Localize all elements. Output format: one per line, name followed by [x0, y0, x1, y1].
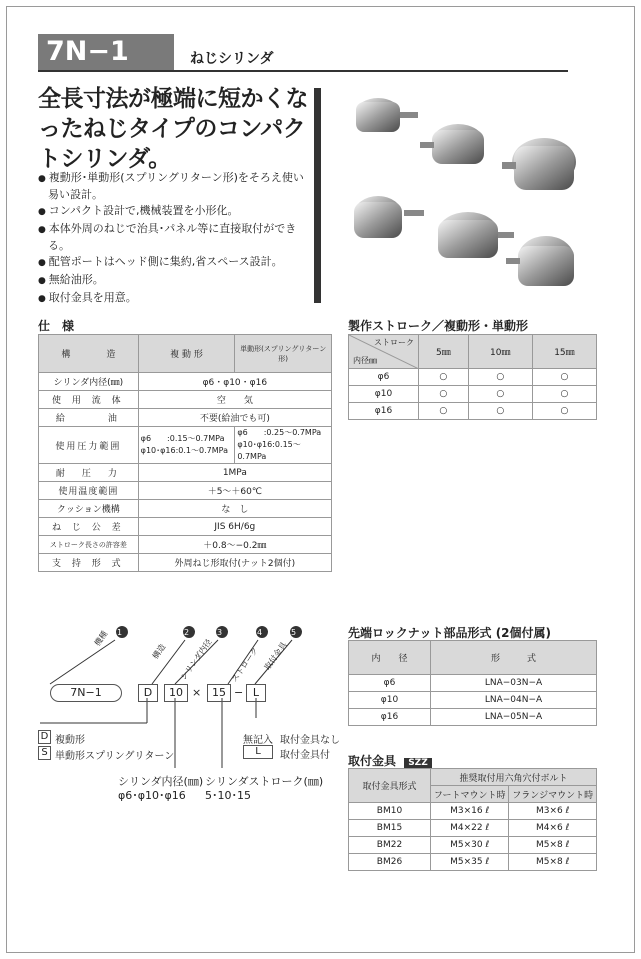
- feature-item: ● 無給油形。: [38, 272, 313, 289]
- bore-code-box: 10: [164, 684, 188, 702]
- mount-header-bolt: 推奨取付用六角穴付ボルト: [431, 769, 597, 786]
- table-row: BM10 M3×16 ℓ M3×6 ℓ: [349, 803, 597, 820]
- stroke-title: 製作ストローク／複動形・単動形: [348, 317, 597, 336]
- spec-header-single: 単動形(スプリングリターン形): [235, 335, 332, 373]
- code-label: 構造: [150, 642, 168, 661]
- type-option-code: D: [38, 730, 51, 744]
- product-photo: [330, 82, 590, 302]
- type-code-box: D: [138, 684, 158, 702]
- table-row: 給 油 不要(給油でも可): [39, 409, 332, 427]
- model-title: 7N−1: [38, 34, 174, 70]
- type-option-text: 複動形: [55, 735, 85, 746]
- model-code-box: 7N−1: [50, 684, 122, 702]
- step-num: 2: [184, 628, 190, 637]
- nut-header-model: 形 式: [431, 641, 597, 675]
- feature-item: ● 取付金具を用意。: [38, 290, 313, 307]
- feature-item: ● 本体外周のねじで治具･パネル等に直接取付ができる。: [38, 221, 313, 253]
- title-rule: [38, 70, 568, 72]
- mount-badge: SZZ: [404, 758, 432, 768]
- stroke-note-values: 5･10･15: [205, 789, 251, 802]
- stroke-col-header: 15㎜: [532, 335, 596, 369]
- bracket-code-box: L: [246, 684, 266, 702]
- table-row: BM15 M4×22 ℓ M4×6 ℓ: [349, 820, 597, 837]
- stroke-corner: ストローク 内径㎜: [349, 335, 419, 369]
- step-num: 5: [291, 628, 297, 637]
- table-row: 使 用 流 体 空 気: [39, 391, 332, 409]
- type-option-code: S: [38, 746, 51, 760]
- step-num: 1: [117, 628, 123, 637]
- table-row: 支 持 形 式 外周ねじ形取付(ナット2個付): [39, 554, 332, 572]
- stroke-code-box: 15: [207, 684, 231, 702]
- mount-header-model: 取付金具形式: [349, 769, 431, 803]
- bracket-none-text: 取付金具なし: [280, 735, 340, 746]
- times-sign: ×: [192, 686, 202, 699]
- table-row: φ6 ○ ○ ○: [349, 369, 597, 386]
- spec-table: [38, 334, 332, 572]
- bracket-yes-code: L: [243, 745, 273, 759]
- stroke-note-title: シリンダストローク(㎜): [205, 775, 324, 788]
- mount-title: 取付金具 SZZ: [348, 752, 597, 769]
- step-badges: [116, 626, 302, 638]
- bracket-yes-text: 取付金具付: [280, 750, 330, 761]
- step-num: 4: [257, 628, 263, 637]
- code-label: 機種: [92, 629, 110, 648]
- bore-note-values: φ6･φ10･φ16: [118, 789, 186, 802]
- stroke-col-header: 10㎜: [468, 335, 532, 369]
- nut-table: [348, 640, 597, 726]
- vertical-bar: [314, 88, 321, 303]
- spec-title: 仕 様: [38, 317, 332, 336]
- dash-sign: −: [234, 686, 244, 699]
- type-option-text: 単動形スプリングリターン: [55, 751, 175, 762]
- table-row: 使用圧力範囲 φ6 :0.15～0.7MPa φ10･φ16:0.1～0.7MPa φ6 :0.25～0.7MPa φ10･φ16:0.15～0.7MPa: [39, 427, 332, 464]
- feature-list: [38, 170, 313, 308]
- nut-header-bore: 内 径: [349, 641, 431, 675]
- table-row: φ10 LNA−04N−A: [349, 692, 597, 709]
- code-label: シリンダ内径: [178, 637, 214, 682]
- table-row: シリンダ内径(㎜) φ6・φ10・φ16: [39, 373, 332, 391]
- table-row: φ10 ○ ○ ○: [349, 386, 597, 403]
- bracket-none-code: 無記入: [243, 735, 273, 746]
- table-row: 耐 圧 力 1MPa: [39, 464, 332, 482]
- model-subtitle: ねじシリンダ: [190, 51, 274, 67]
- table-row: クッション機構 な し: [39, 500, 332, 518]
- table-row: 使用温度範囲 ＋5～＋60℃: [39, 482, 332, 500]
- table-row: ね じ 公 差 JIS 6H/6g: [39, 518, 332, 536]
- feature-item: ● 複動形･単動形(スプリングリターン形)をそろえ使い易い設計。: [38, 170, 313, 202]
- table-row: φ16 LNA−05N−A: [349, 709, 597, 726]
- stroke-col-header: 5㎜: [419, 335, 469, 369]
- table-row: ストローク長さの許容差 ＋0.8～−0.2㎜: [39, 536, 332, 554]
- stroke-table: [348, 334, 597, 420]
- feature-item: ● 配管ポートはヘッド側に集約,省スペース設計。: [38, 254, 313, 271]
- code-label: 取付金具: [262, 640, 289, 672]
- cylinder-image: [354, 98, 576, 286]
- table-row: φ6 LNA−03N−A: [349, 675, 597, 692]
- code-label: ストローク: [229, 645, 261, 684]
- mount-table: [348, 768, 597, 871]
- bore-note-title: シリンダ内径(㎜): [118, 775, 204, 788]
- spec-header-item: 構 造: [39, 335, 139, 373]
- table-row: BM22 M5×30 ℓ M5×8 ℓ: [349, 837, 597, 854]
- mount-header-flange: フランジマウント時: [509, 786, 597, 803]
- step-num: 3: [217, 628, 223, 637]
- spec-header-double: 複 動 形: [138, 335, 235, 373]
- mount-header-foot: フートマウント時: [431, 786, 509, 803]
- feature-item: ● コンパクト設計で,機械装置を小形化。: [38, 203, 313, 220]
- headline: 全長寸法が極端に短かくなったねじタイプのコンパクトシリンダ。: [38, 86, 308, 172]
- table-row: BM26 M5×35 ℓ M5×8 ℓ: [349, 854, 597, 871]
- table-row: φ16 ○ ○ ○: [349, 403, 597, 420]
- nut-title: 先端ロックナット部品形式 (2個付属): [348, 624, 597, 643]
